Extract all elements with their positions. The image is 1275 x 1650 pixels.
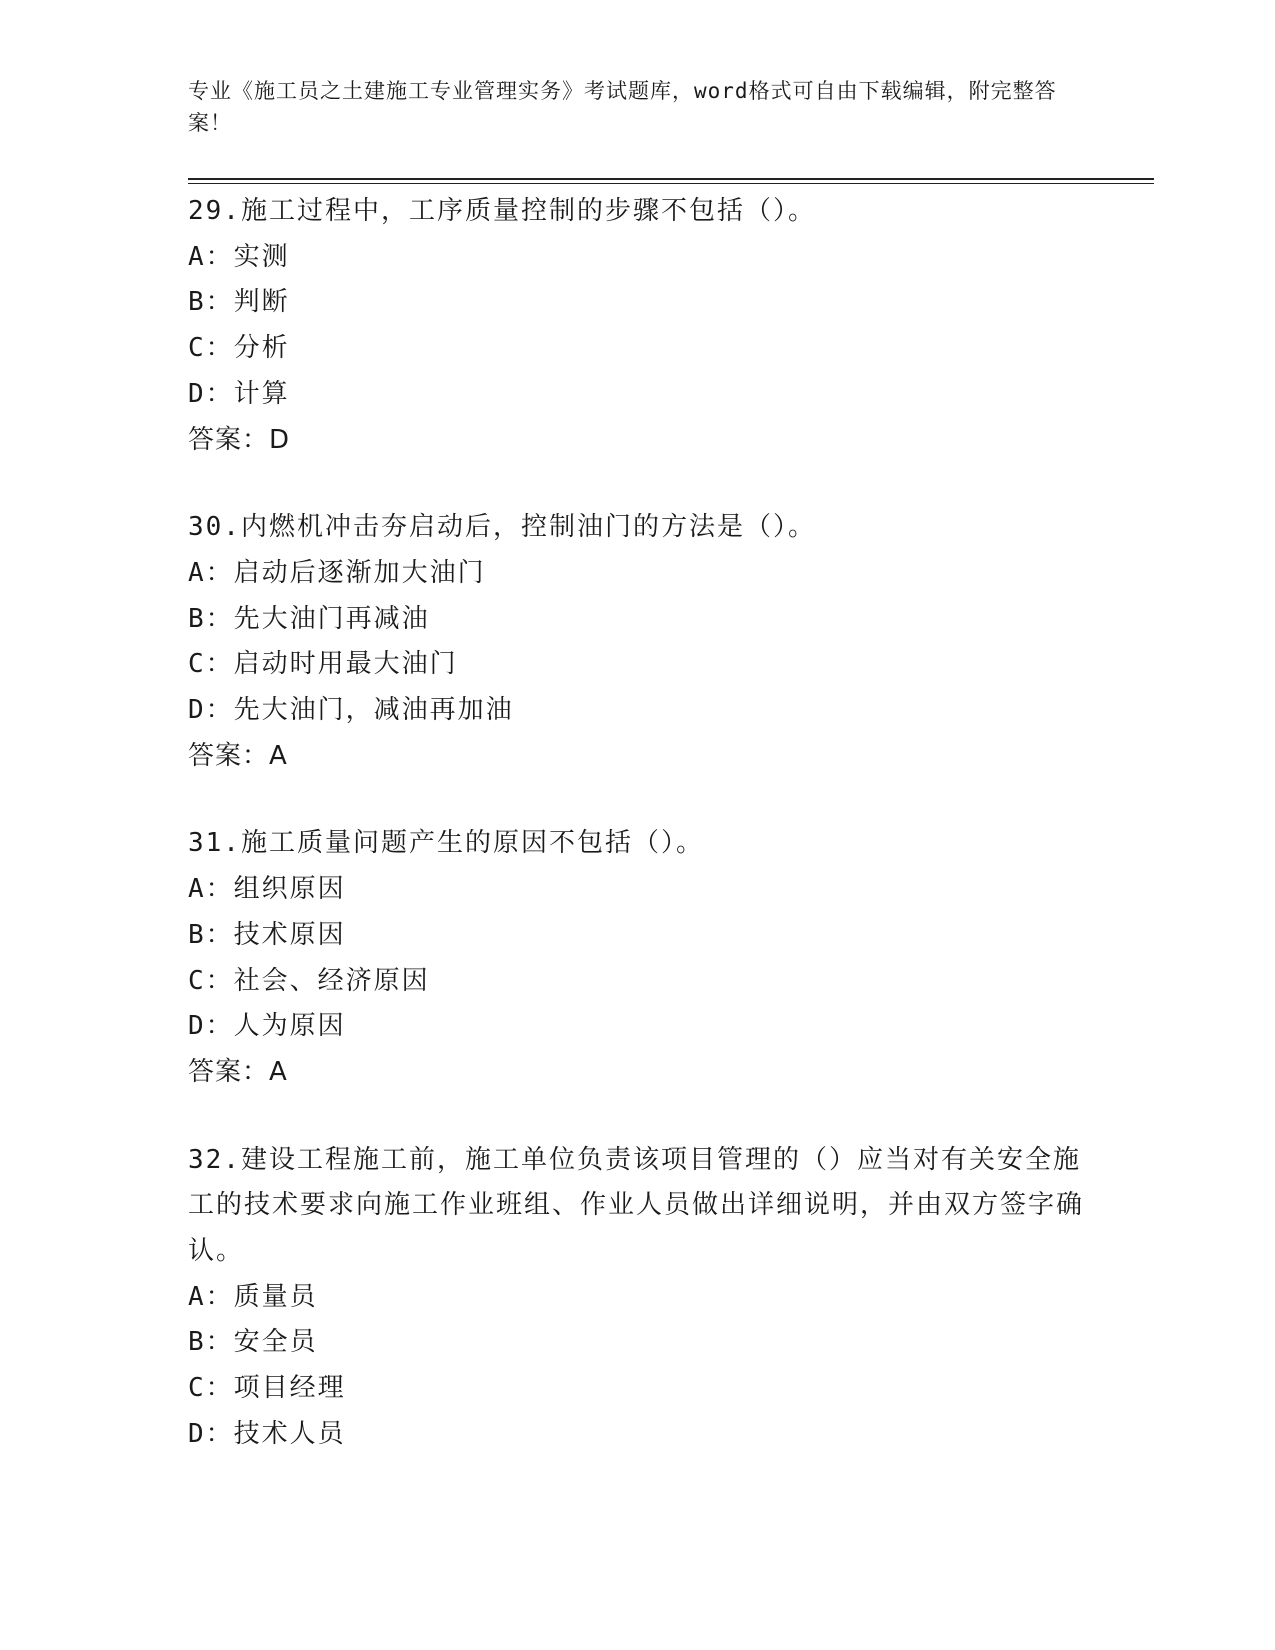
option-d: D：计算	[188, 378, 290, 409]
question-stem: 31.施工质量问题产生的原因不包括（）。	[188, 828, 704, 859]
question-stem: 30.内燃机冲击夯启动后，控制油门的方法是（）。	[188, 512, 816, 543]
document-header: 专业《施工员之土建施工专业管理实务》考试题库，word格式可自由下载编辑，附完整答案！	[188, 79, 1057, 135]
option-c: C：分析	[188, 333, 290, 364]
option-a: A：启动后逐渐加大油门	[188, 557, 486, 588]
option-c: C：启动时用最大油门	[188, 649, 458, 680]
question-32	[188, 1138, 1088, 1458]
option-c: C：社会、经济原因	[188, 965, 430, 996]
option-c: C：项目经理	[188, 1373, 346, 1404]
answer-line: 答案：A	[188, 1056, 288, 1087]
question-31	[188, 821, 1088, 1095]
answer-line: 答案：A	[188, 740, 288, 771]
option-b: B：安全员	[188, 1327, 318, 1358]
option-a: A：组织原因	[188, 874, 346, 905]
question-29	[188, 189, 1088, 463]
header-divider-thick	[188, 178, 1154, 180]
question-30	[188, 505, 1088, 779]
option-d: D：先大油门，减油再加油	[188, 695, 514, 726]
option-d: D：技术人员	[188, 1418, 346, 1449]
option-b: B：判断	[188, 287, 290, 318]
option-a: A：质量员	[188, 1281, 318, 1312]
question-list	[188, 189, 1088, 1500]
answer-line: 答案：D	[188, 424, 291, 455]
option-b: B：先大油门再减油	[188, 603, 430, 634]
option-a: A：实测	[188, 241, 290, 272]
option-d: D：人为原因	[188, 1011, 346, 1042]
header-divider-thin	[188, 183, 1154, 184]
question-stem: 32.建设工程施工前，施工单位负责该项目管理的（）应当对有关安全施工的技术要求向施工作业班组、作业人员做出详细说明，并由双方签字确认。	[188, 1144, 1085, 1267]
option-b: B：技术原因	[188, 919, 346, 950]
question-stem: 29.施工过程中，工序质量控制的步骤不包括（）。	[188, 196, 816, 226]
